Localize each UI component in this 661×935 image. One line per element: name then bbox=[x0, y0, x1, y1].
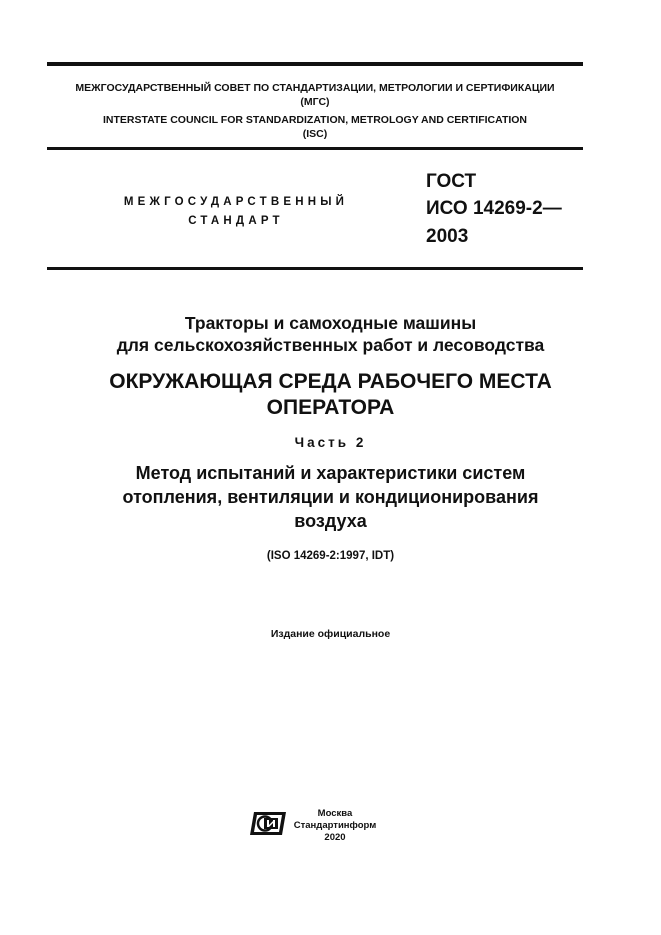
title-line1: Тракторы и самоходные машины bbox=[184, 313, 477, 333]
subtitle-line1: Метод испытаний и характеристики систем bbox=[135, 463, 526, 483]
subtitle-line3: воздуха bbox=[294, 511, 367, 531]
council-abbr-en: (ISC) bbox=[302, 128, 328, 140]
publisher-year: 2020 bbox=[324, 832, 346, 843]
standard-type-line1: МЕЖГОСУДАРСТВЕННЫЙ bbox=[123, 196, 349, 208]
council-abbr-ru: (МГС) bbox=[300, 96, 330, 108]
designation-line2: ИСО 14269-2— bbox=[426, 198, 562, 219]
edition-label: Издание официальное bbox=[270, 628, 391, 640]
designation-line3: 2003 bbox=[426, 226, 469, 247]
main-title-line2: ОПЕРАТОРА bbox=[266, 396, 395, 419]
designation-line1: ГОСТ bbox=[426, 171, 477, 192]
publisher-name: Стандартинформ bbox=[293, 820, 377, 831]
bottom-rule bbox=[47, 267, 583, 270]
council-name-ru: МЕЖГОСУДАРСТВЕННЫЙ СОВЕТ ПО СТАНДАРТИЗАЦИИ, МЕТРОЛОГИИ И СЕРТИФИКАЦИИ bbox=[75, 82, 555, 94]
middle-rule bbox=[47, 147, 583, 150]
title-line2: для сельскохозяйственных работ и лесоводства bbox=[116, 335, 545, 355]
standard-type-line2: СТАНДАРТ bbox=[188, 215, 284, 227]
publisher-city: Москва bbox=[317, 808, 353, 819]
iso-reference: (ISO 14269-2:1997, IDT) bbox=[266, 550, 395, 562]
council-name-en: INTERSTATE COUNCIL FOR STANDARDIZATION, METROLOGY AND CERTIFICATION bbox=[102, 114, 528, 126]
subtitle-line2: отопления, вентиляции и кондиционирования bbox=[122, 487, 539, 507]
main-title-line1: ОКРУЖАЮЩАЯ СРЕДА РАБОЧЕГО МЕСТА bbox=[109, 370, 552, 393]
part-label: Часть 2 bbox=[294, 435, 367, 450]
top-rule bbox=[47, 62, 583, 66]
standartinform-logo-icon bbox=[248, 809, 288, 838]
